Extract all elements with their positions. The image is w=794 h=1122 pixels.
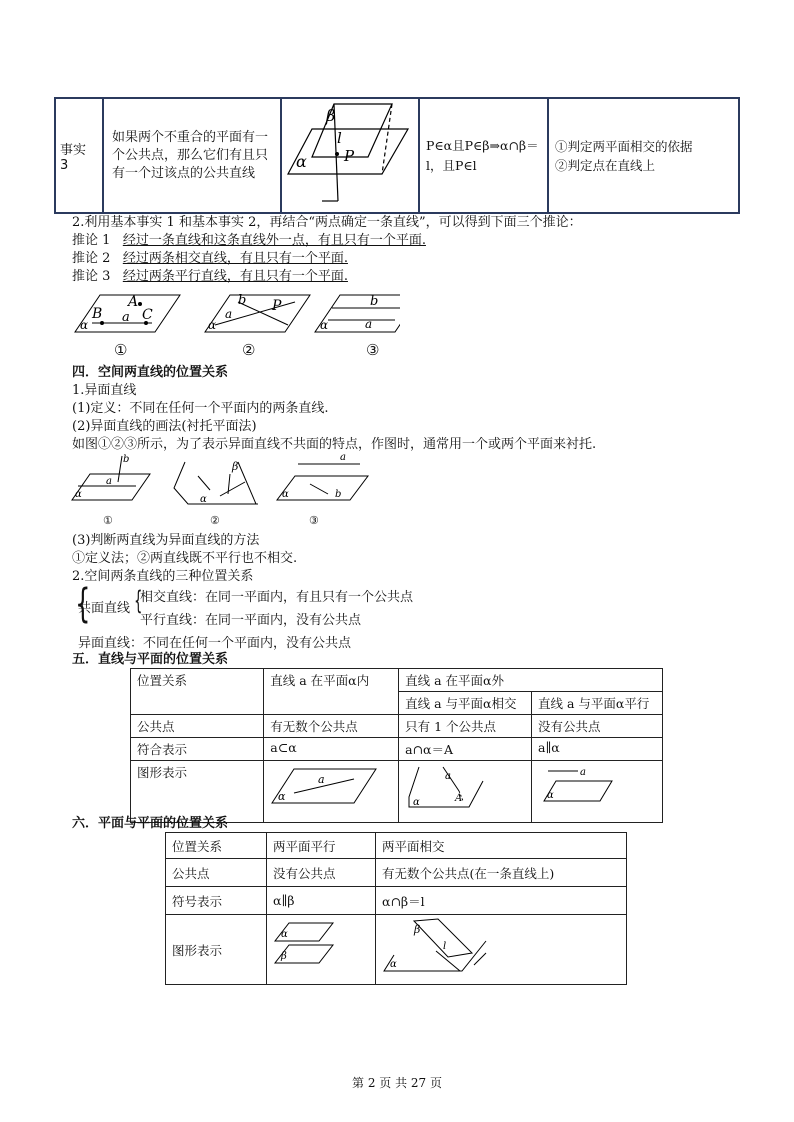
sec4-title: 四．空间两直线的位置关系 (72, 365, 229, 380)
planes-parallel-figure (267, 915, 363, 981)
sec6-r2-c1: 符号表示 (166, 887, 267, 915)
fact3-statement: 如果两个不重合的平面有一个公共点，那么它们有且只有一个过该点的公共直线 (103, 98, 281, 213)
sec5-r2-c3: a∩α＝A (399, 738, 532, 761)
inference-3-text: 经过两条平行直线，有且只有一个平面. (122, 269, 348, 284)
fact3-figure (281, 98, 419, 213)
inner-brace: { (134, 586, 143, 616)
f1-alpha: α (80, 318, 89, 332)
l5-a2: a (445, 771, 452, 782)
sec5-h-cross: 直线 a 与平面α相交 (399, 692, 532, 715)
sec5-h-in: 直线 a 在平面α内 (264, 669, 399, 715)
p6-beta1: β (281, 951, 287, 962)
f3-b: b (370, 294, 379, 309)
p6-alpha2: α (390, 959, 397, 970)
skew-fig-num-3: ③ (309, 514, 319, 527)
rel-skew: 异面直线：不同在任何一个平面内，没有公共点 (78, 636, 352, 651)
inference-3 (72, 268, 348, 286)
inference-1-text: 经过一条直线和这条直线外一点，有且只有一个平面. (122, 233, 426, 248)
sec5-fig-cross (399, 761, 532, 823)
sec6-r1-c3: 有无数个公共点(在一条直线上) (376, 859, 627, 887)
f2-P: P (272, 298, 282, 314)
sec4-sub2: 2.空间两条直线的三种位置关系 (72, 569, 254, 584)
f1-a: a (122, 310, 130, 325)
inference-1 (72, 232, 426, 250)
coplanar-label: 共面直线 (78, 601, 131, 616)
page-footer: 第 2 页 共 27 页 (352, 1076, 442, 1090)
skew-fig-num-1: ① (103, 514, 113, 527)
sec5-h-relation: 位置关系 (131, 669, 264, 715)
sec5-h-par: 直线 a 与平面α平行 (532, 692, 663, 715)
s3-alpha: α (282, 489, 289, 500)
l5-alpha3: α (547, 790, 554, 801)
f1-B: B (92, 306, 103, 322)
fact3-uses (548, 98, 739, 213)
fact3-use-1: ①判定两平面相交的依据 (555, 138, 693, 154)
sec6-r2-c2: α∥β (267, 887, 376, 915)
l5-a3: a (580, 767, 586, 778)
sec5-r2-c1: 符合表示 (131, 738, 264, 761)
inference-2-text: 经过两条相交直线，有且只有一个平面. (122, 251, 348, 266)
f2-b: b (238, 293, 247, 308)
rel-parallel: 平行直线：在同一平面内，没有公共点 (140, 613, 362, 628)
sec5-r1-c2: 有无数个公共点 (264, 715, 399, 738)
beta-label: β (326, 106, 336, 125)
l5-alpha2: α (413, 797, 420, 808)
sec6-h-cross: 两平面相交 (376, 833, 627, 859)
line-in-plane-figure (264, 761, 388, 819)
sec5-r2-c4: a∥α (532, 738, 663, 761)
inf-fig-num-3: ③ (366, 341, 380, 359)
sec6-fig-cross (376, 915, 627, 985)
sec5-r2-c2: a⊂α (264, 738, 399, 761)
sec6-h-relation: 位置关系 (166, 833, 267, 859)
inf-fig-num-2: ② (242, 341, 256, 359)
plane-plane-table (165, 832, 627, 985)
sec6-r2-c3: α∩β＝l (376, 887, 627, 915)
sec5-h-out: 直线 a 在平面α外 (399, 669, 663, 692)
planes-intersect-figure (376, 915, 626, 981)
l5-a1: a (318, 773, 325, 786)
skew-lines-figures (70, 452, 380, 514)
s2-beta: β (232, 460, 239, 473)
sec5-r3-c1: 图形表示 (131, 761, 264, 823)
inference-1-label: 推论 1 (72, 233, 111, 248)
fact3-use-2: ②判定点在直线上 (555, 157, 656, 173)
sec4-judge: (3)判断两直线为异面直线的方法 (72, 533, 260, 548)
sec4-sub1: 1.异面直线 (72, 383, 137, 398)
sec6-r1-c1: 公共点 (166, 859, 267, 887)
line-cross-plane-figure (399, 761, 523, 819)
sec5-r1-c1: 公共点 (131, 715, 264, 738)
p6-beta2: β (414, 923, 421, 936)
l5-A: A (455, 793, 463, 804)
line-parallel-plane-figure (532, 761, 662, 819)
sec6-r1-c2: 没有公共点 (267, 859, 376, 887)
f3-alpha: α (320, 318, 329, 332)
inference-3-label: 推论 3 (72, 269, 111, 284)
s1-alpha: α (75, 489, 82, 500)
sec5-title: 五．直线与平面的位置关系 (72, 652, 229, 667)
f1-A: A (128, 294, 139, 310)
p6-alpha1: α (281, 929, 288, 940)
skew-fig-num-2: ② (210, 514, 220, 527)
inf-fig-num-1: ① (114, 341, 128, 359)
s3-b: b (335, 489, 342, 500)
l-label: l (337, 129, 342, 147)
outer-brace: { (75, 581, 91, 627)
s3-a: a (340, 452, 346, 463)
f2-alpha: α (208, 318, 217, 332)
sec4-judge-methods: ①定义法；②两直线既不平行也不相交. (72, 551, 298, 566)
inference-2 (72, 250, 348, 268)
sec6-fig-par (267, 915, 376, 985)
section2-intro: 2.利用基本事实 1 和基本事实 2，再结合“两点确定一条直线”，可以得到下面三个推论： (72, 215, 582, 230)
sec5-r1-c4: 没有公共点 (532, 715, 663, 738)
alpha-label: α (296, 152, 307, 171)
sec6-r3-c1: 图形表示 (166, 915, 267, 985)
fact3-planes-figure (282, 99, 418, 209)
fact3-symbolic: P∈α且P∈β⇒α∩β＝l，且P∈l (419, 98, 548, 213)
sec4-draw: (2)异面直线的画法(衬托平面法) (72, 419, 257, 434)
f1-C: C (142, 307, 153, 323)
s1-a: a (106, 476, 112, 487)
p6-l: l (443, 941, 447, 952)
rel-intersect: 相交直线：在同一平面内，有且只有一个公共点 (140, 590, 414, 605)
line-plane-table (130, 668, 663, 823)
sec6-h-par: 两平面平行 (267, 833, 376, 859)
sec5-r1-c3: 只有 1 个公共点 (399, 715, 532, 738)
l5-alpha1: α (278, 790, 286, 803)
sec5-fig-par (532, 761, 663, 823)
inference-2-label: 推论 2 (72, 251, 111, 266)
fact3-name: 事实 3 (55, 98, 103, 213)
sec4-def: (1)定义：不同在任何一个平面内的两条直线. (72, 401, 329, 416)
s2-alpha: α (200, 494, 207, 505)
sec5-fig-in (264, 761, 399, 823)
f2-a: a (225, 307, 233, 321)
sec4-draw-desc: 如图①②③所示，为了表示异面直线不共面的特点，作图时，通常用一个或两个平面来衬托. (72, 437, 597, 452)
fact3-table (54, 97, 740, 214)
f3-a: a (365, 317, 373, 331)
s1-b: b (123, 454, 130, 465)
p-label: P (344, 147, 355, 165)
sec6-title: 六．平面与平面的位置关系 (72, 816, 229, 831)
